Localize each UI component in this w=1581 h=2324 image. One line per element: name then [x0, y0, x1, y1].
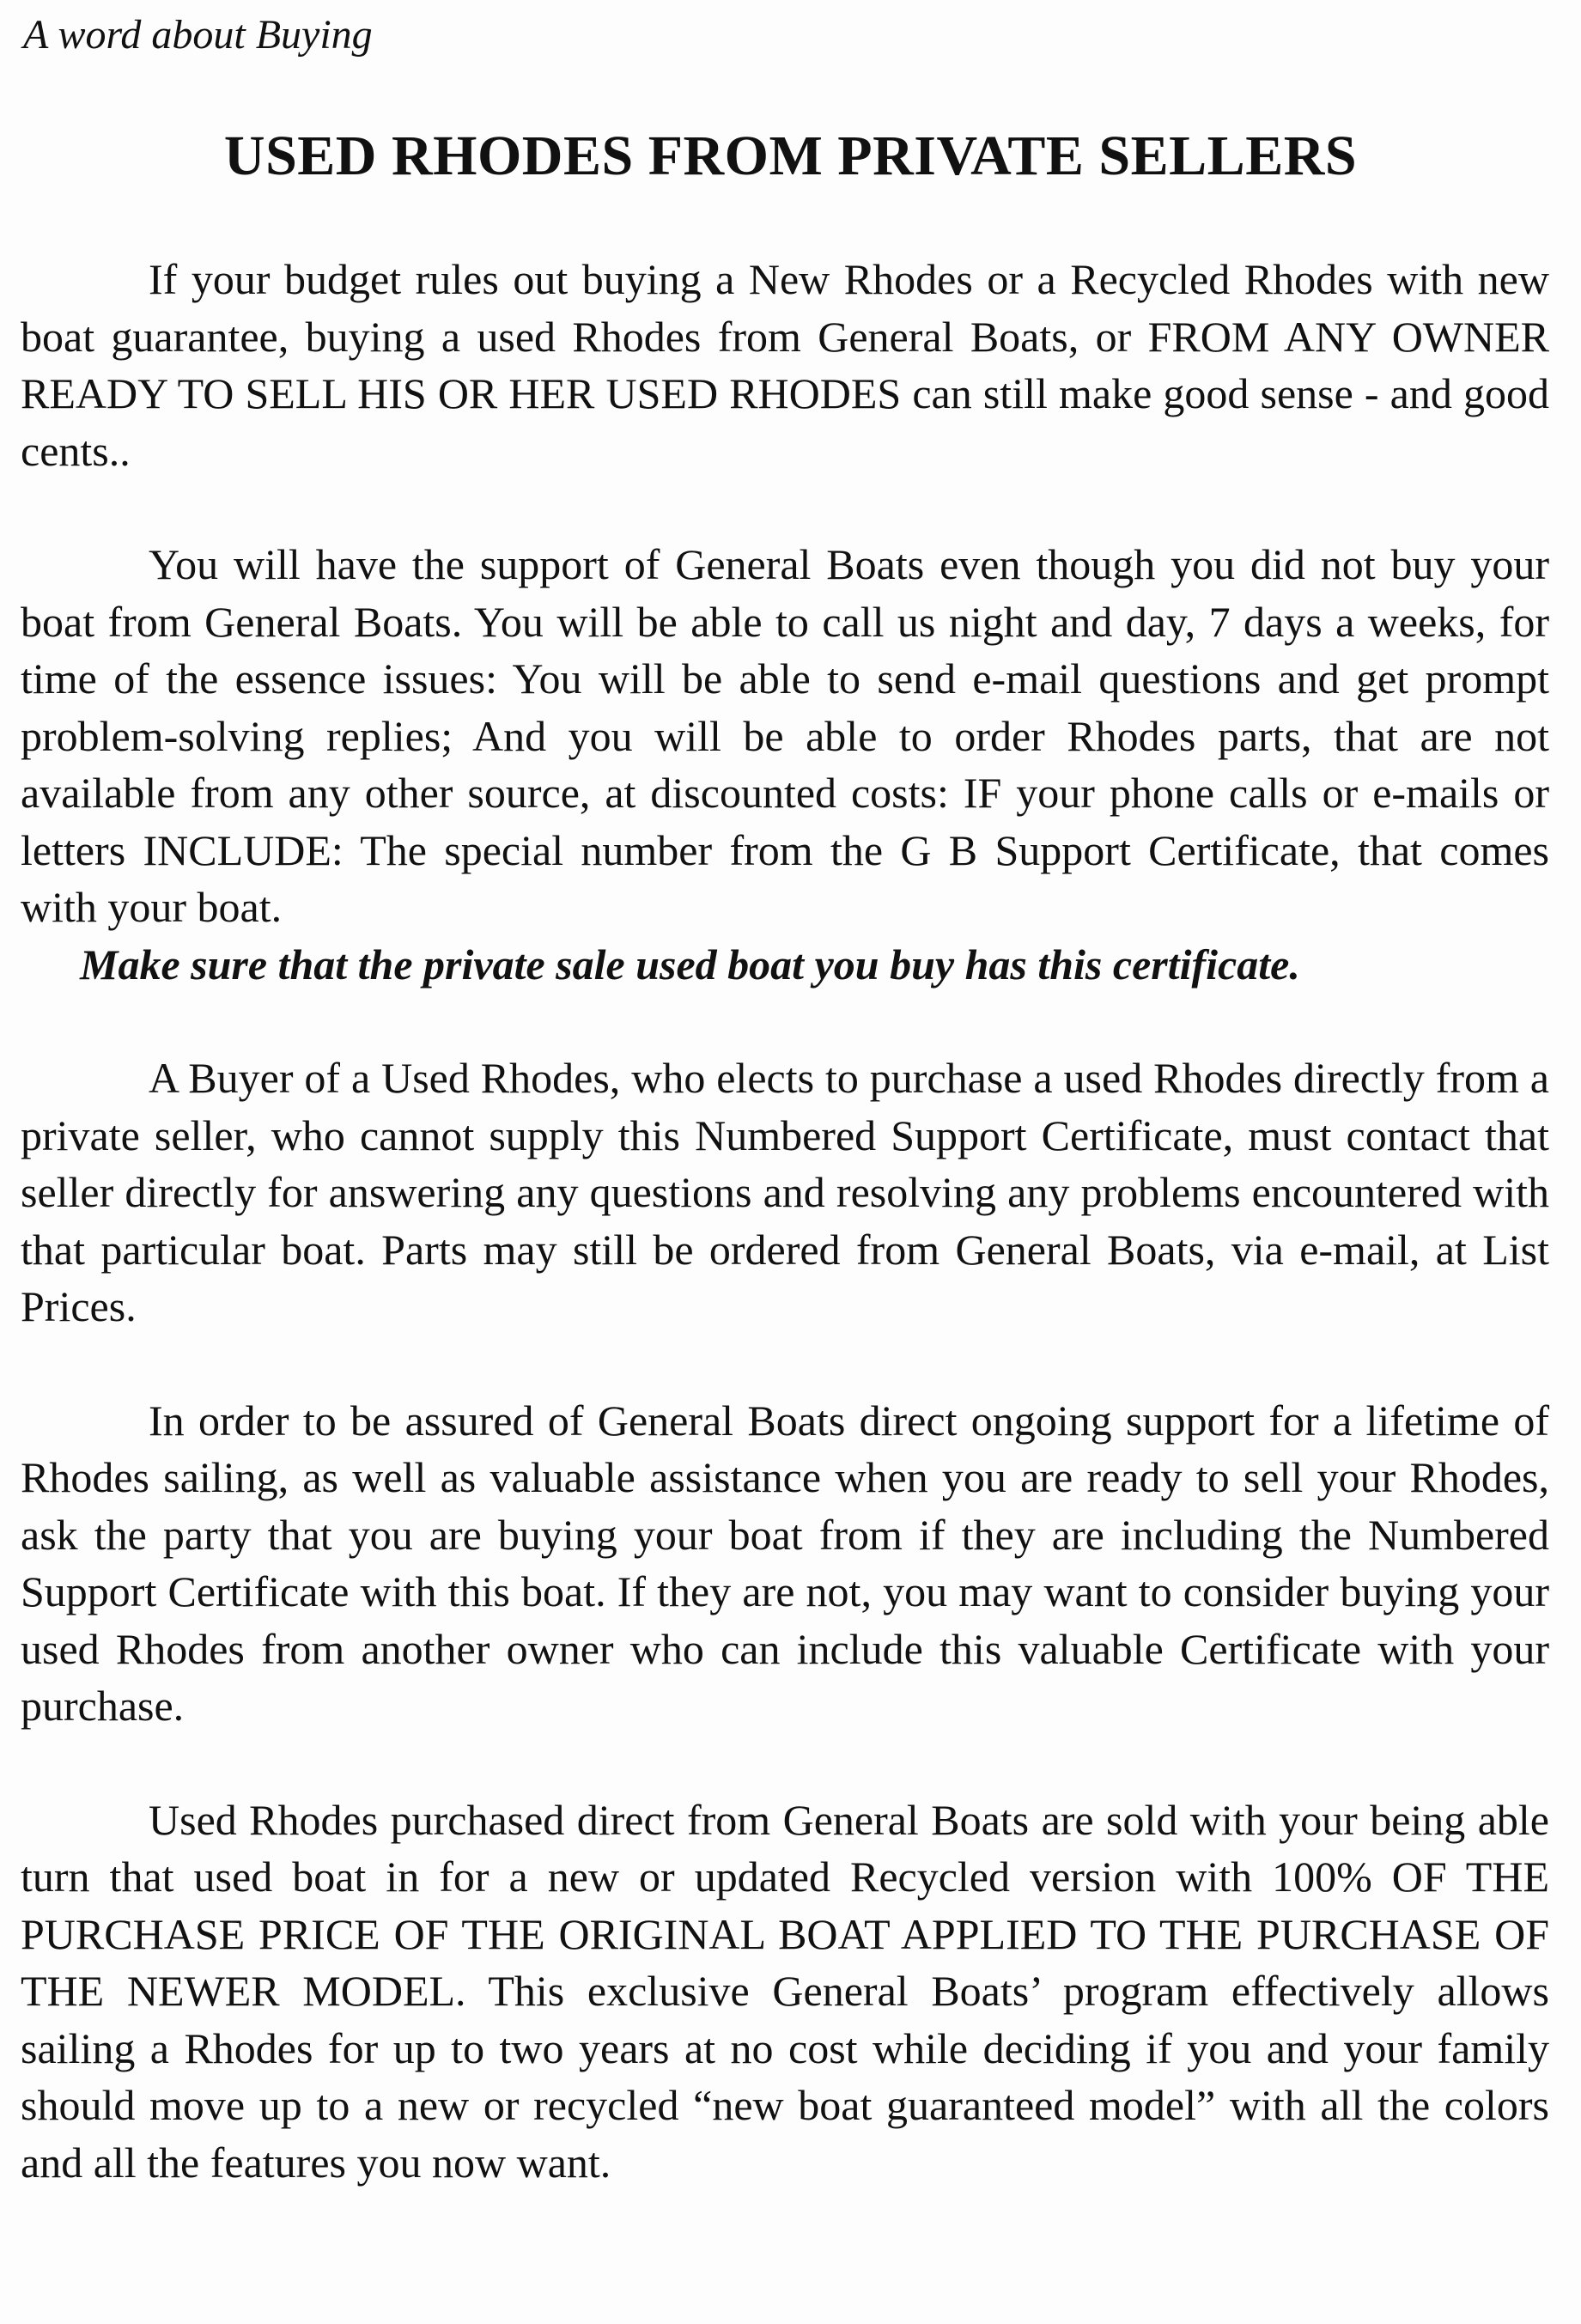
- paragraph-private-seller: [21, 1049, 1549, 1335]
- paragraph-text: In order to be assured of General Boats direct ongoing support for a lifetime of Rhodes sailing, as well as valuable assistance when you are ready to sell your Rhodes, ask the party that you are buying your boat from if they are including the Numbered Support Certificate with this boat. If they are not, you may want to consider buying your used Rhodes from another owner who can include this valuable Certificate with your purchase.: [21, 1396, 1549, 1730]
- paragraph-text: If your budget rules out buying a New Rhodes or a Recycled Rhodes with new boat guarantee, buying a used Rhodes from General Boats, or FROM ANY OWNER READY TO SELL HIS OR HER USED RHODES can still make good sense - and good cents..: [21, 255, 1549, 475]
- paragraph-intro: [21, 251, 1549, 479]
- page-title: USED RHODES FROM PRIVATE SELLERS: [223, 125, 1358, 187]
- paragraph-certificate: [21, 1392, 1549, 1735]
- paragraph-support: [21, 536, 1549, 993]
- paragraph-trade-in: [21, 1792, 1549, 2192]
- paragraph-text: A Buyer of a Used Rhodes, who elects to purchase a used Rhodes directly from a private seller, who cannot supply this Numbered Support Certificate, must contact that seller directly for answering any questions and resolving any problems encountered with that particular boat. Parts may still be ordered from General Boats, via e-mail, at List Prices.: [21, 1054, 1549, 1330]
- paragraph-text: You will have the support of General Boats even though you did not buy your boat from General Boats. You will be able to call us night and day, 7 days a weeks, for time of the essence issues: You will be able to send e-mail questions and get prompt problem-solving replies; And you will be able to order Rhodes parts, that are not available from any other source, at discounted costs: IF your phone calls or e-mails or letters INCLUDE: The special number from the G B Support Certificate, that comes with your boat.: [21, 540, 1549, 931]
- certificate-emphasis: Make sure that the private sale used boat you buy has this certificate.: [80, 940, 1300, 989]
- section-kicker: A word about Buying: [23, 12, 373, 58]
- paragraph-text: Used Rhodes purchased direct from General Boats are sold with your being able turn that used boat in for a new or updated Recycled version with 100% OF THE PURCHASE PRICE OF THE ORIGINAL BOAT APPLIED TO THE PURCHASE OF THE NEWER MODEL. This exclusive General Boats’ program effectively allows sailing a Rhodes for up to two years at no cost while deciding if you and your family should move up to a new or recycled “new boat guaranteed model” with all the colors and all the features you now want.: [21, 1795, 1549, 2187]
- article-body: [21, 251, 1549, 2248]
